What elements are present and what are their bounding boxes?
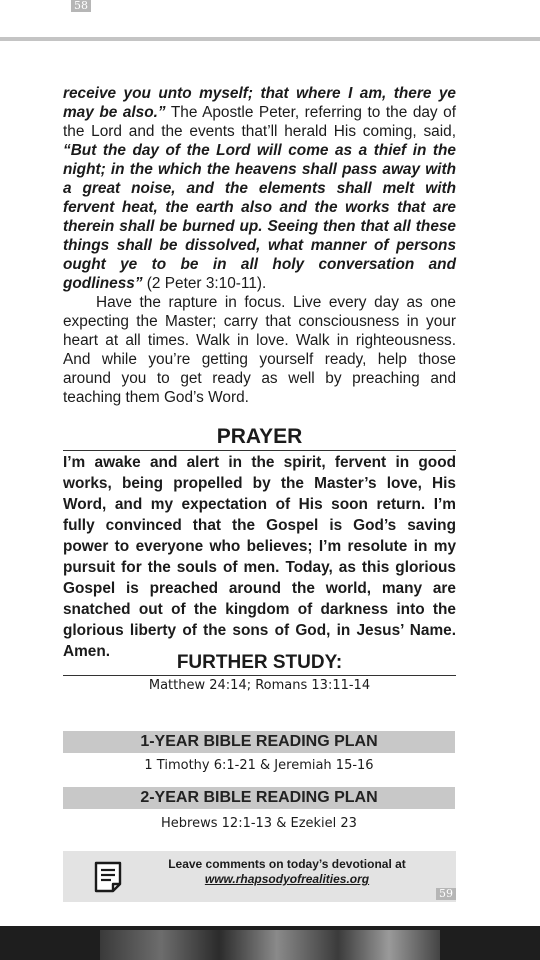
comment-box — [63, 851, 456, 902]
further-study-heading: FURTHER STUDY: — [176, 652, 343, 673]
scripture-quote-2: “But the day of the Lord will come as a thief in the night; in the which the heavens shall pass away with a great noise, and the elements shall melt with fervent heat, the earth also and the works that are therein shall be burned up. Seeing then that all these things shall be dissolved, what manner of persons ought ye to be in all holy conversation and godliness” — [63, 142, 456, 292]
devotional-body — [63, 84, 456, 407]
body-text-1: The Apostle Peter, referring to the day of the Lord and the events that’ll herald His coming, said, — [63, 104, 456, 140]
one-year-plan-refs: 1 Timothy 6:1-21 & Jeremiah 15-16 — [144, 758, 374, 773]
document-icon — [93, 860, 123, 894]
next-page-photo — [100, 930, 440, 960]
body-paragraph-1 — [63, 84, 456, 293]
current-page-number: 59 — [436, 888, 456, 900]
website-link[interactable]: www.rhapsodyofrealities.org — [204, 872, 370, 886]
further-study-divider — [63, 675, 456, 676]
previous-page-number: 58 — [71, 0, 91, 12]
further-study-refs: Matthew 24:14; Romans 13:11-14 — [148, 678, 371, 693]
prayer-heading: PRAYER — [216, 425, 303, 448]
prayer-divider — [63, 450, 456, 451]
page-separator — [0, 37, 540, 41]
comment-prompt: Leave comments on today’s devotional at — [168, 857, 406, 871]
scripture-quote-1: receive you unto myself; that where I am, there ye may be also.” — [63, 85, 456, 121]
previous-page-strip — [0, 0, 540, 40]
prayer-text: I’m awake and alert in the spirit, fervent in good works, being propelled by the Master’s love, His Word, and my expectation of His soon return. I’m fully convinced that the Gospel is God’s saving power to everyone who believes; I’m resolute in my pursuit for the souls of men. Today, as this glorious Gospel is preached around the world, many are snatched out of the kingdom of darkness into the glorious liberty of the sons of God, in Jesus’ Name. Amen. — [63, 454, 456, 660]
two-year-plan-title: 2-YEAR BIBLE READING PLAN — [63, 787, 455, 809]
two-year-plan-refs: Hebrews 12:1-13 & Ezekiel 23 — [161, 816, 357, 831]
scripture-reference: (2 Peter 3:10-11). — [142, 275, 267, 292]
one-year-plan-title: 1-YEAR BIBLE READING PLAN — [63, 731, 455, 753]
body-paragraph-2: Have the rapture in focus. Live every day as one expecting the Master; carry that consciousness in your heart at all times. Walk in love. Walk in righteousness. And while you’re getting yourself ready, help those around you to get ready as well by preaching and teaching them God’s Word. — [63, 294, 456, 406]
